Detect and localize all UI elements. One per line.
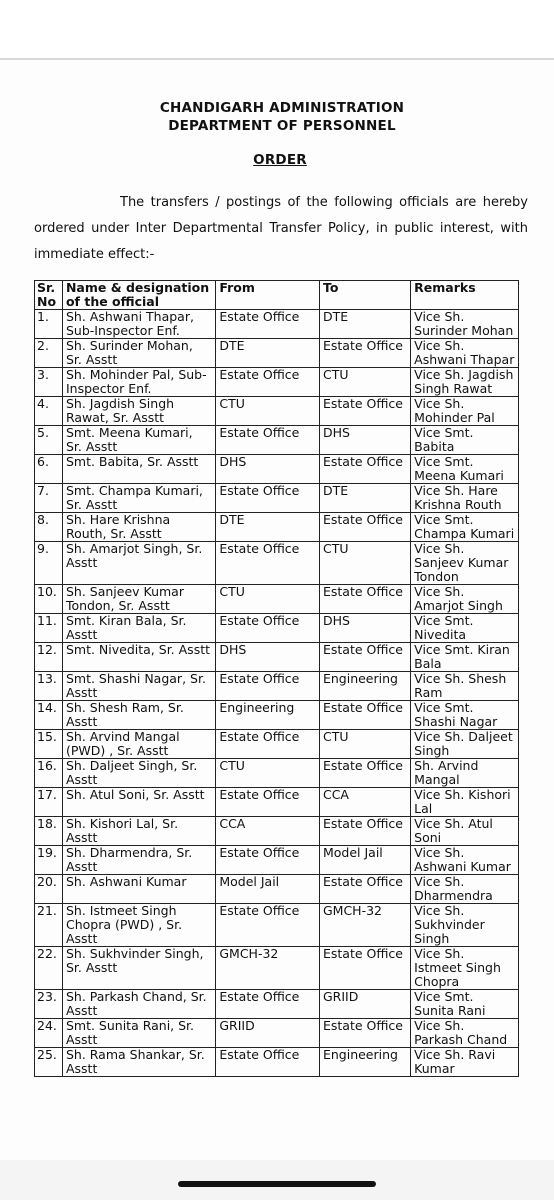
cell-sr: 17. xyxy=(35,788,63,817)
cell-remarks: Vice Smt. Kiran Bala xyxy=(411,643,519,672)
cell-from: Estate Office xyxy=(216,990,320,1019)
cell-remarks: Vice Smt. Sunita Rani xyxy=(411,990,519,1019)
viewer-top-bar xyxy=(0,0,554,58)
table-row xyxy=(35,730,519,759)
cell-name: Sh. Ashwani Kumar xyxy=(62,875,215,904)
table-row xyxy=(35,614,519,643)
cell-sr: 8. xyxy=(35,513,63,542)
cell-name: Sh. Surinder Mohan, Sr. Asstt xyxy=(62,339,215,368)
table-row xyxy=(35,846,519,875)
table-row xyxy=(35,904,519,947)
cell-name: Sh. Kishori Lal, Sr. Asstt xyxy=(62,817,215,846)
cell-remarks: Vice Sh. Ashwani Thapar xyxy=(411,339,519,368)
cell-to: Estate Office xyxy=(319,701,410,730)
cell-sr: 23. xyxy=(35,990,63,1019)
table-row xyxy=(35,701,519,730)
cell-from: GMCH-32 xyxy=(216,947,320,990)
cell-from: Estate Office xyxy=(216,730,320,759)
cell-from: Estate Office xyxy=(216,614,320,643)
cell-name: Smt. Shashi Nagar, Sr. Asstt xyxy=(62,672,215,701)
cell-to: Estate Office xyxy=(319,947,410,990)
cell-to: Estate Office xyxy=(319,397,410,426)
cell-name: Sh. Sanjeev Kumar Tondon, Sr. Asstt xyxy=(62,585,215,614)
cell-from: GRIID xyxy=(216,1019,320,1048)
header-remarks: Remarks xyxy=(411,281,519,310)
header-sr-line1: Sr. xyxy=(37,280,56,295)
cell-sr: 3. xyxy=(35,368,63,397)
cell-remarks: Vice Sh. Mohinder Pal xyxy=(411,397,519,426)
cell-name: Smt. Kiran Bala, Sr. Asstt xyxy=(62,614,215,643)
header-name-line2: of the official xyxy=(65,294,159,309)
department-name: DEPARTMENT OF PERSONNEL xyxy=(168,118,396,134)
table-row xyxy=(35,455,519,484)
cell-name: Sh. Atul Soni, Sr. Asstt xyxy=(62,788,215,817)
cell-name: Sh. Arvind Mangal (PWD) , Sr. Asstt xyxy=(62,730,215,759)
cell-from: DHS xyxy=(216,455,320,484)
table-row xyxy=(35,339,519,368)
table-row xyxy=(35,484,519,513)
transfer-table xyxy=(34,280,519,1077)
cell-from: Engineering xyxy=(216,701,320,730)
cell-remarks: Vice Sh. Atul Soni xyxy=(411,817,519,846)
cell-from: CCA xyxy=(216,817,320,846)
table-row xyxy=(35,947,519,990)
cell-remarks: Vice Smt. Champa Kumari xyxy=(411,513,519,542)
cell-sr: 14. xyxy=(35,701,63,730)
table-header-row xyxy=(35,281,519,310)
table-row xyxy=(35,643,519,672)
cell-from: DTE xyxy=(216,339,320,368)
cell-sr: 19. xyxy=(35,846,63,875)
cell-sr: 22. xyxy=(35,947,63,990)
cell-name: Sh. Ashwani Thapar, Sub-Inspector Enf. xyxy=(62,310,215,339)
table-row xyxy=(35,672,519,701)
cell-name: Sh. Sukhvinder Singh, Sr. Asstt xyxy=(62,947,215,990)
cell-sr: 9. xyxy=(35,542,63,585)
cell-from: Estate Office xyxy=(216,846,320,875)
cell-to: GMCH-32 xyxy=(319,904,410,947)
cell-from: Estate Office xyxy=(216,426,320,455)
table-row xyxy=(35,397,519,426)
cell-remarks: Vice Sh. Dharmendra xyxy=(411,875,519,904)
cell-to: DHS xyxy=(319,614,410,643)
cell-from: Estate Office xyxy=(216,542,320,585)
cell-name: Sh. Daljeet Singh, Sr. Asstt xyxy=(62,759,215,788)
cell-name: Sh. Istmeet Singh Chopra (PWD) , Sr. Asstt xyxy=(62,904,215,947)
header-sr xyxy=(35,281,63,310)
cell-name: Smt. Meena Kumari, Sr. Asstt xyxy=(62,426,215,455)
cell-to: DTE xyxy=(319,310,410,339)
cell-remarks: Vice Sh. Istmeet Singh Chopra xyxy=(411,947,519,990)
cell-to: Estate Office xyxy=(319,513,410,542)
cell-from: Estate Office xyxy=(216,672,320,701)
table-row xyxy=(35,990,519,1019)
cell-sr: 4. xyxy=(35,397,63,426)
home-indicator[interactable] xyxy=(178,1181,376,1187)
cell-to: Estate Office xyxy=(319,643,410,672)
cell-name: Sh. Parkash Chand, Sr. Asstt xyxy=(62,990,215,1019)
cell-to: Estate Office xyxy=(319,455,410,484)
cell-from: DTE xyxy=(216,513,320,542)
table-row xyxy=(35,1048,519,1077)
cell-name: Sh. Dharmendra, Sr. Asstt xyxy=(62,846,215,875)
cell-remarks: Vice Sh. Kishori Lal xyxy=(411,788,519,817)
table-row xyxy=(35,585,519,614)
cell-to: Estate Office xyxy=(319,759,410,788)
cell-name: Sh. Hare Krishna Routh, Sr. Asstt xyxy=(62,513,215,542)
cell-remarks: Vice Sh. Parkash Chand xyxy=(411,1019,519,1048)
cell-sr: 16. xyxy=(35,759,63,788)
cell-from: Estate Office xyxy=(216,310,320,339)
cell-to: GRIID xyxy=(319,990,410,1019)
cell-remarks: Vice Sh. Amarjot Singh xyxy=(411,585,519,614)
cell-remarks: Vice Sh. Sanjeev Kumar Tondon xyxy=(411,542,519,585)
header-to: To xyxy=(319,281,410,310)
cell-from: Estate Office xyxy=(216,904,320,947)
cell-sr: 5. xyxy=(35,426,63,455)
cell-name: Sh. Mohinder Pal, Sub-Inspector Enf. xyxy=(62,368,215,397)
cell-sr: 21. xyxy=(35,904,63,947)
cell-to: CTU xyxy=(319,368,410,397)
cell-remarks: Vice Sh. Jagdish Singh Rawat xyxy=(411,368,519,397)
cell-remarks: Vice Sh. Hare Krishna Routh xyxy=(411,484,519,513)
cell-from: CTU xyxy=(216,585,320,614)
cell-name: Sh. Amarjot Singh, Sr. Asstt xyxy=(62,542,215,585)
cell-to: Engineering xyxy=(319,1048,410,1077)
table-row xyxy=(35,513,519,542)
cell-to: Estate Office xyxy=(319,875,410,904)
order-heading: ORDER xyxy=(253,152,307,168)
cell-sr: 10. xyxy=(35,585,63,614)
cell-sr: 24. xyxy=(35,1019,63,1048)
table-row xyxy=(35,542,519,585)
table-row xyxy=(35,1019,519,1048)
cell-to: DHS xyxy=(319,426,410,455)
cell-remarks: Vice Sh. Daljeet Singh xyxy=(411,730,519,759)
cell-sr: 25. xyxy=(35,1048,63,1077)
table-row xyxy=(35,875,519,904)
header-name-line1: Name & designation xyxy=(65,280,210,295)
cell-sr: 1. xyxy=(35,310,63,339)
table-row xyxy=(35,368,519,397)
cell-remarks: Vice Smt. Shashi Nagar xyxy=(411,701,519,730)
table-row xyxy=(35,788,519,817)
cell-from: CTU xyxy=(216,397,320,426)
cell-name: Sh. Shesh Ram, Sr. Asstt xyxy=(62,701,215,730)
cell-from: Estate Office xyxy=(216,788,320,817)
cell-remarks: Vice Sh. Ravi Kumar xyxy=(411,1048,519,1077)
intro-paragraph xyxy=(34,190,528,268)
cell-sr: 12. xyxy=(35,643,63,672)
cell-sr: 20. xyxy=(35,875,63,904)
cell-sr: 11. xyxy=(35,614,63,643)
cell-to: CTU xyxy=(319,542,410,585)
cell-name: Smt. Sunita Rani, Sr. Asstt xyxy=(62,1019,215,1048)
intro-line-1: The transfers / postings of the following officials are hereby xyxy=(120,195,528,210)
cell-from: DHS xyxy=(216,643,320,672)
cell-name: Sh. Rama Shankar, Sr. Asstt xyxy=(62,1048,215,1077)
viewer-bottom-bar xyxy=(0,1160,554,1200)
cell-sr: 13. xyxy=(35,672,63,701)
cell-from: Model Jail xyxy=(216,875,320,904)
org-name: CHANDIGARH ADMINISTRATION xyxy=(159,100,405,116)
header-from: From xyxy=(216,281,320,310)
cell-from: Estate Office xyxy=(216,368,320,397)
cell-to: CTU xyxy=(319,730,410,759)
intro-line-2: ordered under Inter Departmental Transfer Policy, in public interest, with xyxy=(34,221,528,236)
intro-line-3: immediate effect:- xyxy=(34,247,155,262)
cell-name: Smt. Champa Kumari, Sr. Asstt xyxy=(62,484,215,513)
cell-remarks: Vice Smt. Nivedita xyxy=(411,614,519,643)
cell-sr: 15. xyxy=(35,730,63,759)
cell-remarks: Vice Sh. Sukhvinder Singh xyxy=(411,904,519,947)
cell-sr: 2. xyxy=(35,339,63,368)
cell-to: Estate Office xyxy=(319,1019,410,1048)
cell-to: Engineering xyxy=(319,672,410,701)
cell-name: Smt. Nivedita, Sr. Asstt xyxy=(62,643,215,672)
cell-to: CCA xyxy=(319,788,410,817)
cell-remarks: Vice Sh. Surinder Mohan xyxy=(411,310,519,339)
cell-remarks: Vice Sh. Shesh Ram xyxy=(411,672,519,701)
table-row xyxy=(35,310,519,339)
cell-from: Estate Office xyxy=(216,484,320,513)
cell-to: Model Jail xyxy=(319,846,410,875)
cell-name: Smt. Babita, Sr. Asstt xyxy=(62,455,215,484)
header-name xyxy=(62,281,215,310)
header-sr-line2: No xyxy=(37,294,57,309)
cell-from: CTU xyxy=(216,759,320,788)
cell-to: Estate Office xyxy=(319,339,410,368)
cell-sr: 6. xyxy=(35,455,63,484)
cell-to: DTE xyxy=(319,484,410,513)
cell-remarks: Sh. Arvind Mangal xyxy=(411,759,519,788)
table-row xyxy=(35,426,519,455)
cell-to: Estate Office xyxy=(319,585,410,614)
cell-sr: 7. xyxy=(35,484,63,513)
cell-to: Estate Office xyxy=(319,817,410,846)
cell-from: Estate Office xyxy=(216,1048,320,1077)
cell-remarks: Vice Sh. Ashwani Kumar xyxy=(411,846,519,875)
cell-remarks: Vice Smt. Meena Kumari xyxy=(411,455,519,484)
cell-sr: 18. xyxy=(35,817,63,846)
cell-remarks: Vice Smt. Babita xyxy=(411,426,519,455)
table-row xyxy=(35,817,519,846)
cell-name: Sh. Jagdish Singh Rawat, Sr. Asstt xyxy=(62,397,215,426)
table-row xyxy=(35,759,519,788)
